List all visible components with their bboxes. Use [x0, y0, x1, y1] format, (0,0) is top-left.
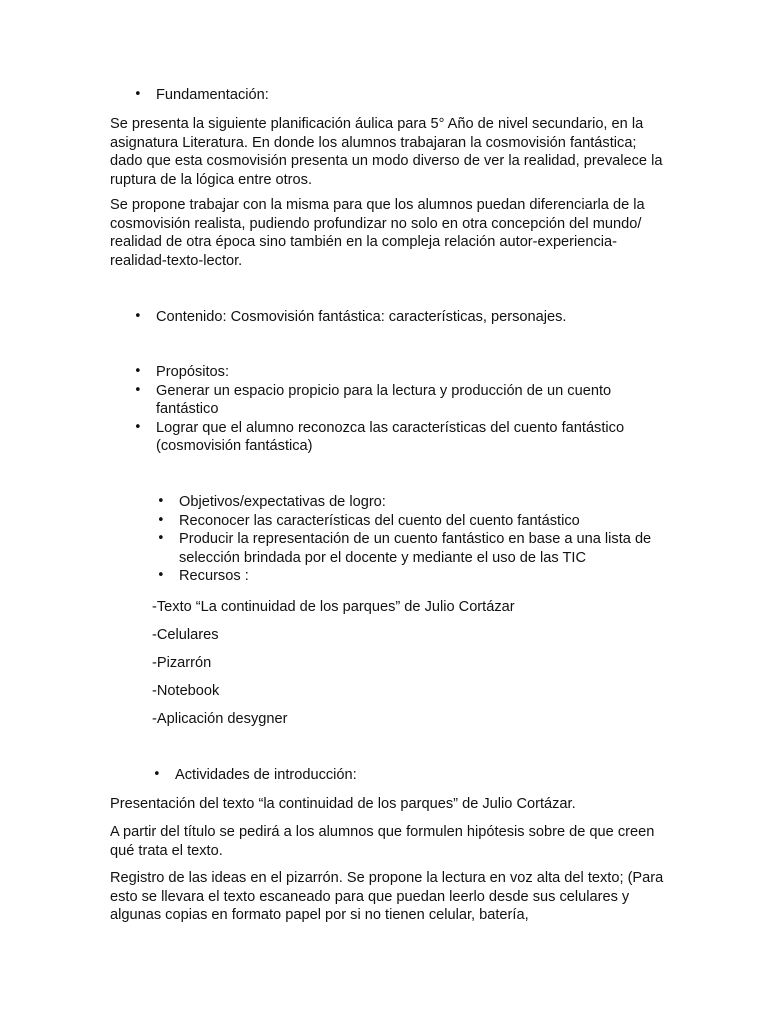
objetivo-item: • Producir la representación de un cuento fantástico en base a una lista de selección brindada por el docente y mediante el uso de las TIC	[179, 530, 669, 567]
fundamentacion-list	[156, 86, 676, 105]
recurso-item: -Celulares	[152, 627, 219, 643]
fundamentacion-paragraph-2: Se propone trabajar con la misma para que los alumnos puedan diferenciarla de la cosmovisión realista, pudiendo profundizar no solo en otra concepción del mundo/ realidad de otra época sino también en la compleja relación autor-experiencia-realidad-texto-lector.	[110, 197, 645, 269]
contenido-list	[156, 308, 676, 327]
fundamentacion-heading: • Fundamentación:	[156, 86, 676, 105]
proposito-item: • Generar un espacio propicio para la lectura y producción de un cuento fantástico	[156, 382, 676, 419]
objetivos-heading: • Objetivos/expectativas de logro:	[179, 493, 669, 512]
actividades-paragraph-2: A partir del título se pedirá a los alumnos que formulen hipótesis sobre de que creen qué trata el texto.	[110, 824, 655, 859]
propositos-heading: • Propósitos:	[156, 363, 676, 382]
actividades-heading: • Actividades de introducción:	[175, 766, 665, 785]
actividades-paragraph-1: Presentación del texto “la continuidad de los parques” de Julio Cortázar.	[110, 796, 576, 812]
recurso-item: -Notebook	[152, 683, 220, 699]
actividades-list	[175, 766, 665, 785]
objetivo-item: • Reconocer las características del cuento del cuento fantástico	[179, 512, 669, 531]
objetivos-list	[179, 493, 669, 586]
actividades-paragraph-3: Registro de las ideas en el pizarrón. Se propone la lectura en voz alta del texto; (Para esto se llevara el texto escaneado para que puedan leerlo desde sus celulares y algunas copias en formato papel por si no tienen celular, batería,	[110, 870, 664, 924]
contenido-item: • Contenido: Cosmovisión fantástica: características, personajes.	[156, 308, 676, 327]
fundamentacion-paragraph-1: Se presenta la siguiente planificación áulica para 5° Año de nivel secundario, en la asignatura Literatura. En donde los alumnos trabajaran la cosmovisión fantástica; dado que esta cosmovisión presenta un modo diverso de ver la realidad, prevalece la ruptura de la lógica entre otros.	[110, 116, 663, 188]
recurso-item: -Pizarrón	[152, 655, 212, 671]
propositos-list	[156, 363, 676, 456]
recursos-heading: • Recursos :	[179, 567, 669, 586]
recurso-item: -Texto “La continuidad de los parques” de Julio Cortázar	[152, 599, 515, 615]
recurso-item: -Aplicación desygner	[152, 711, 288, 727]
proposito-item: • Lograr que el alumno reconozca las características del cuento fantástico (cosmovisión fantástica)	[156, 419, 676, 456]
